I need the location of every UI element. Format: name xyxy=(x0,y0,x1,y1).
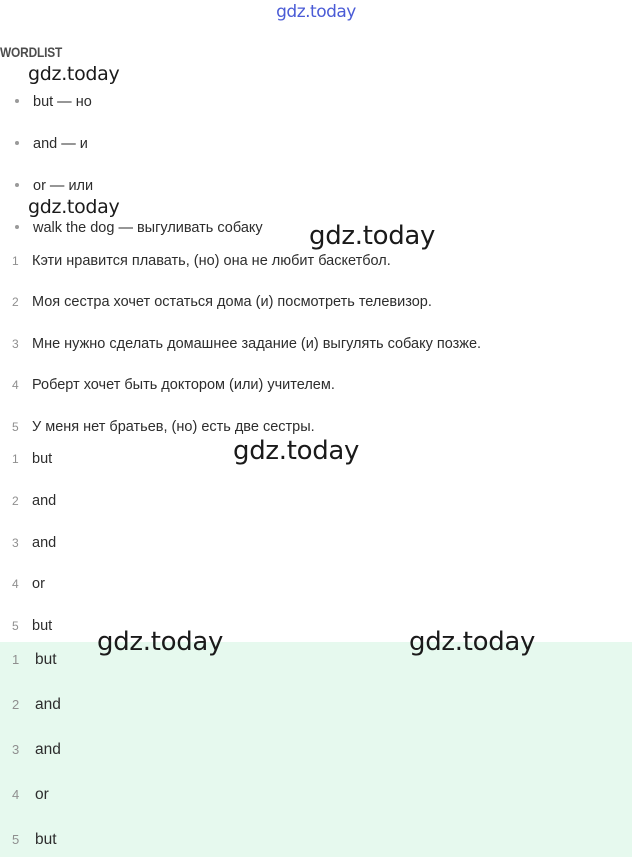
final-answer-item xyxy=(12,651,57,669)
item-number: 3 xyxy=(12,742,20,757)
wordlist-item xyxy=(12,136,88,152)
item-number: 4 xyxy=(12,787,20,802)
item-number: 1 xyxy=(12,254,19,268)
bullet-icon xyxy=(15,141,19,145)
wordlist-item-text: or — или xyxy=(33,178,94,194)
translation-item xyxy=(12,377,335,393)
answer-item xyxy=(12,451,52,467)
watermark-text: gdz.today xyxy=(97,627,224,657)
wordlist-item xyxy=(12,94,92,110)
item-text: Кэти нравится плавать, (но) она не любит баскетбол. xyxy=(32,253,391,269)
item-text: Мне нужно сделать домашнее задание (и) выгулять собаку позже. xyxy=(32,336,482,352)
item-number: 1 xyxy=(12,652,20,667)
item-number: 1 xyxy=(12,452,19,466)
item-text: but xyxy=(35,831,57,848)
wordlist-title: WORDLIST xyxy=(0,44,63,60)
item-text: and xyxy=(32,493,57,509)
item-text: У меня нет братьев, (но) есть две сестры. xyxy=(32,419,315,435)
watermark-text: gdz.today xyxy=(409,627,536,657)
item-text: Моя сестра хочет остаться дома (и) посмотреть телевизор. xyxy=(32,294,432,310)
item-number: 4 xyxy=(12,577,19,591)
final-answer-item xyxy=(12,786,49,804)
item-text: or xyxy=(35,786,49,803)
final-answer-item xyxy=(12,696,61,714)
item-text: and xyxy=(35,741,61,758)
item-text: but xyxy=(32,451,53,467)
item-number: 5 xyxy=(12,619,19,633)
translation-item xyxy=(12,419,315,435)
item-text: but xyxy=(35,651,57,668)
item-text: or xyxy=(32,576,45,592)
bullet-icon xyxy=(15,99,19,103)
item-text: Роберт хочет быть доктором (или) учителем. xyxy=(32,377,335,393)
item-text: and xyxy=(32,535,57,551)
watermark-text: gdz.today xyxy=(233,436,360,466)
bullet-icon xyxy=(15,183,19,187)
final-answer-item xyxy=(12,741,61,759)
bullet-icon xyxy=(15,225,19,229)
wordlist-item xyxy=(12,178,93,194)
wordlist-item-text: walk the dog — выгуливать собаку xyxy=(33,220,263,236)
answer-item xyxy=(12,493,56,509)
answer-item xyxy=(12,535,56,551)
wordlist-item-text: and — и xyxy=(33,136,88,152)
translation-item xyxy=(12,253,391,269)
translation-item xyxy=(12,294,432,310)
answer-item xyxy=(12,618,52,634)
wordlist-item-text: but — но xyxy=(33,94,92,110)
item-number: 3 xyxy=(12,536,19,550)
item-number: 4 xyxy=(12,378,19,392)
item-number: 5 xyxy=(12,420,19,434)
answer-panel xyxy=(0,642,632,857)
item-number: 2 xyxy=(12,295,19,309)
answer-item xyxy=(12,576,45,592)
final-answer-item xyxy=(12,831,57,849)
site-link[interactable]: gdz.today xyxy=(276,2,356,22)
item-text: and xyxy=(35,696,61,713)
item-text: but xyxy=(32,618,53,634)
watermark-text: gdz.today xyxy=(28,196,120,218)
translation-item xyxy=(12,336,481,352)
watermark-text: gdz.today xyxy=(309,221,436,251)
item-number: 3 xyxy=(12,337,19,351)
item-number: 5 xyxy=(12,832,20,847)
item-number: 2 xyxy=(12,494,19,508)
watermark-text: gdz.today xyxy=(28,63,120,85)
item-number: 2 xyxy=(12,697,20,712)
wordlist-item xyxy=(12,220,263,236)
